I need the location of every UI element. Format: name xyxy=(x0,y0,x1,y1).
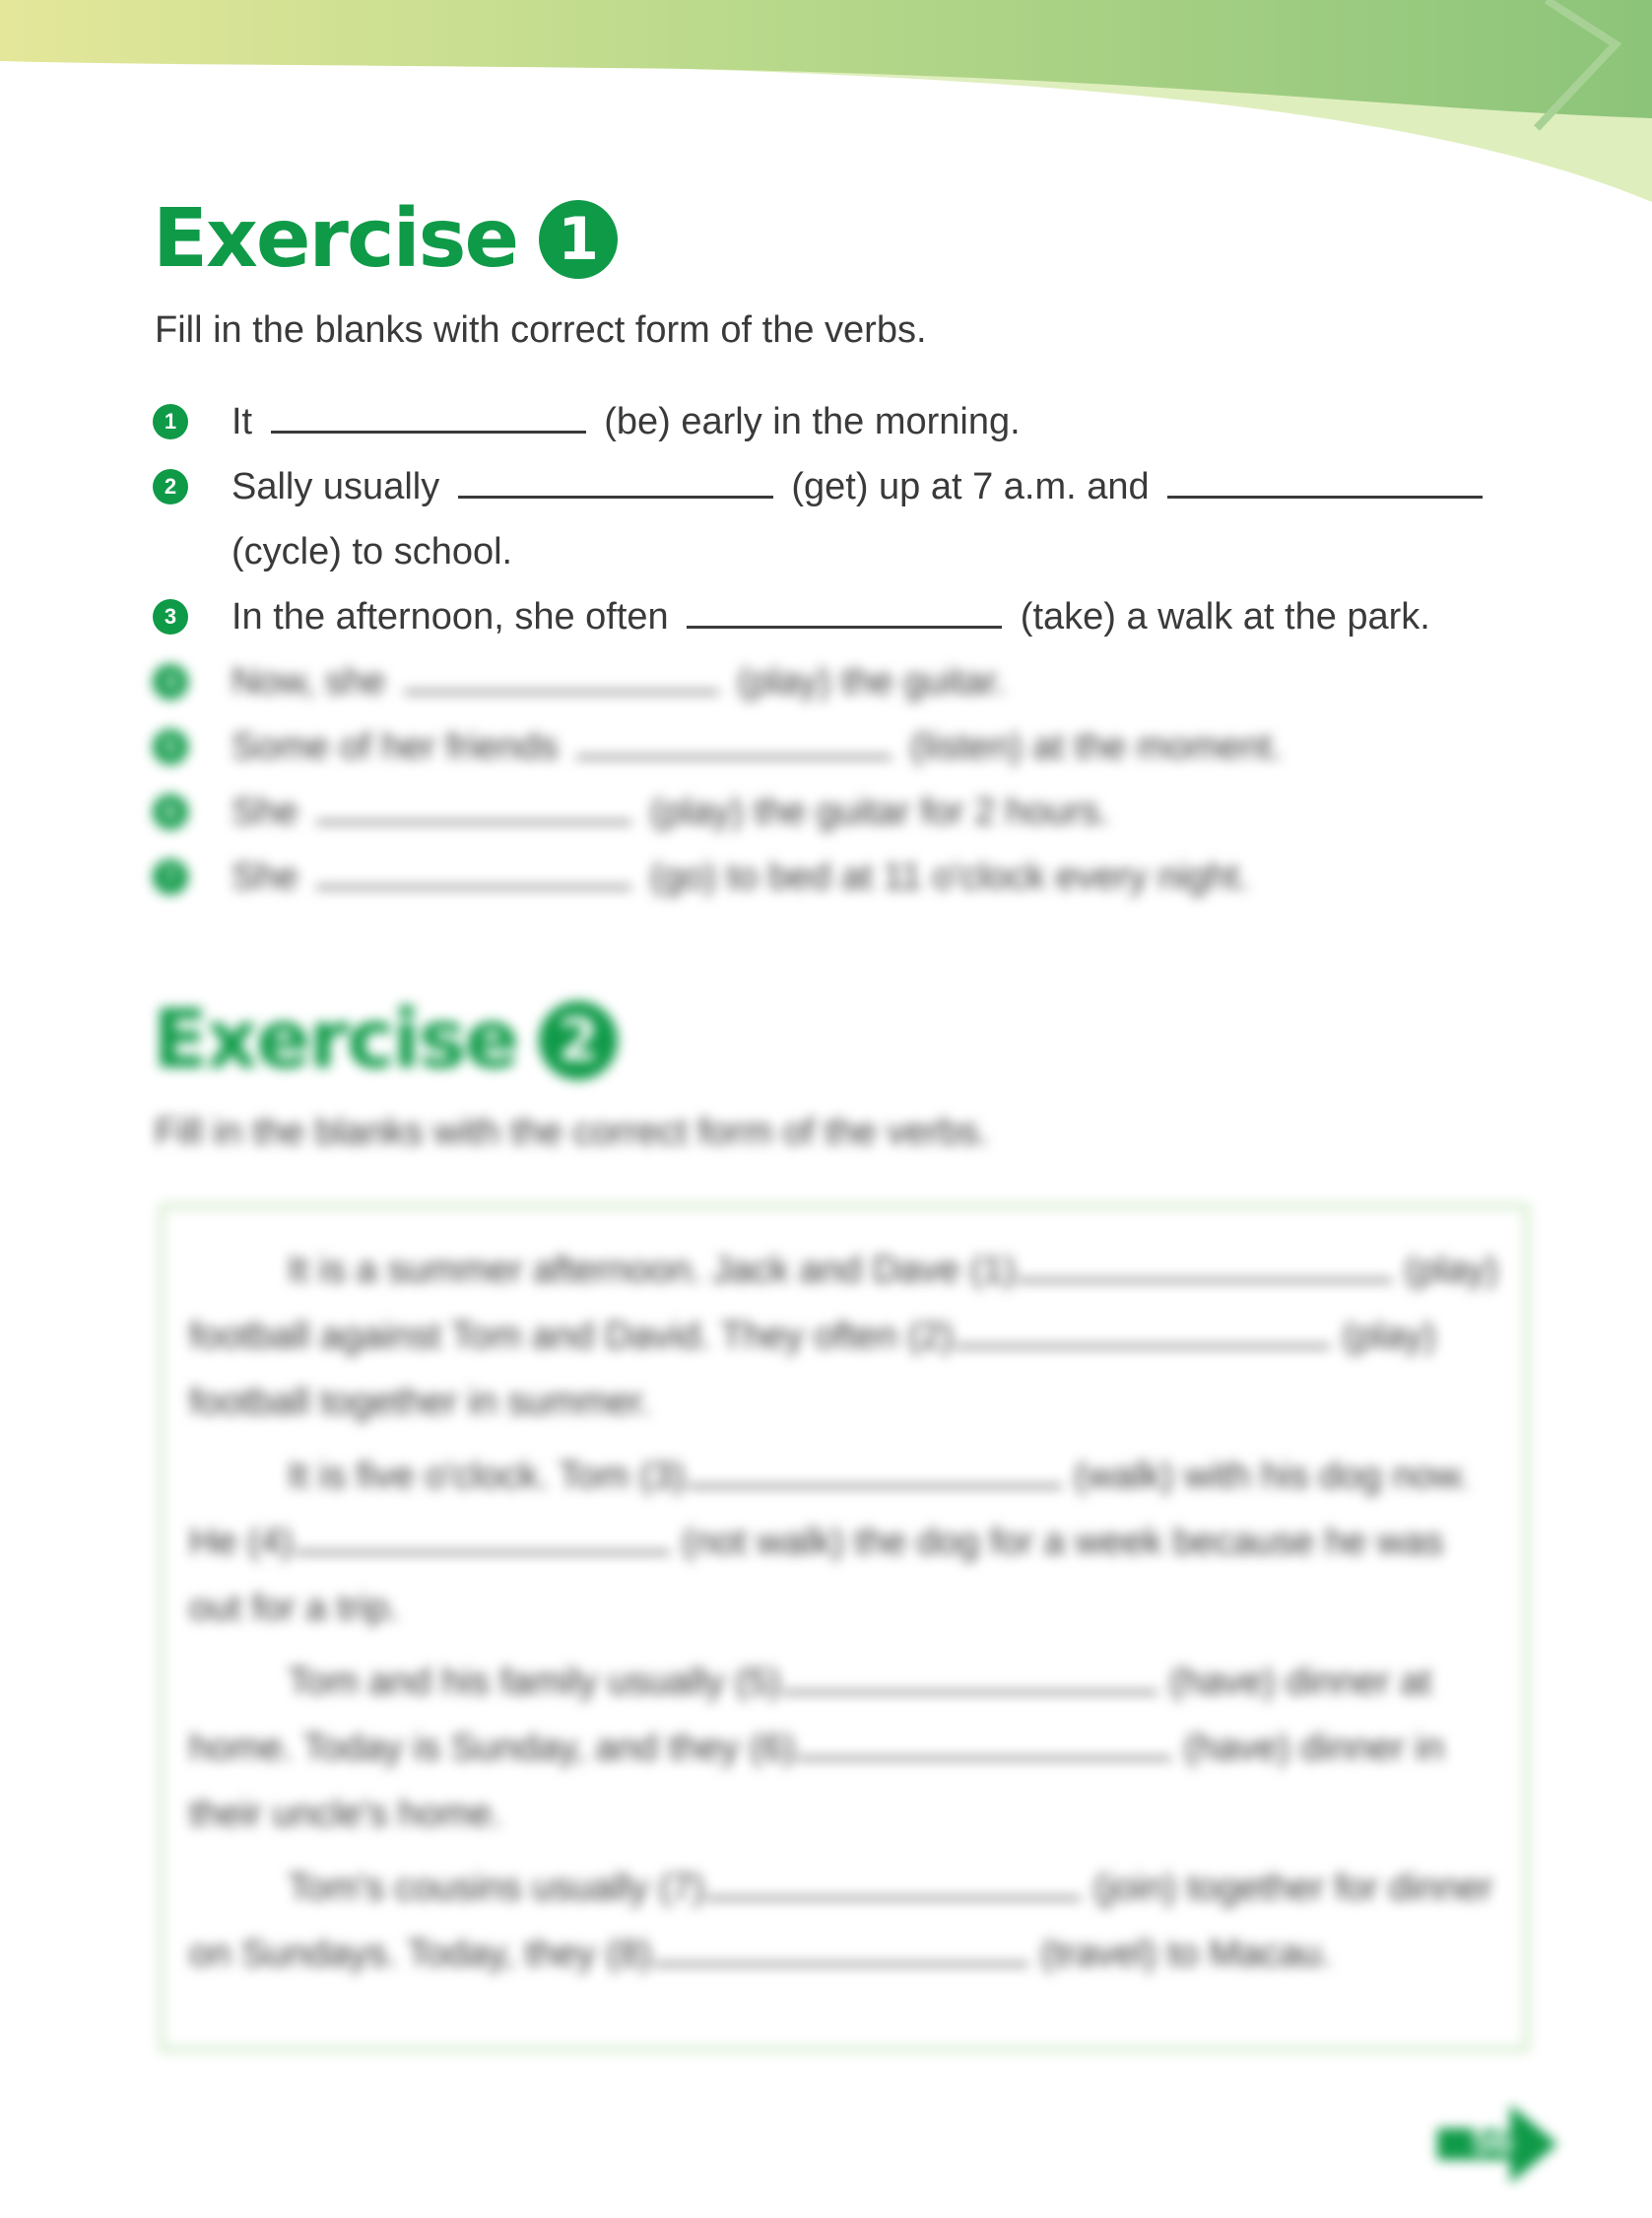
exercise-2-number: 2 xyxy=(539,1001,618,1080)
paragraph-text: Tom and his family usually (5) xyxy=(288,1661,781,1703)
question-part: It xyxy=(231,401,253,442)
question-number: 2 xyxy=(153,469,188,504)
page-number: 56 xyxy=(1471,2120,1514,2162)
answer-blank[interactable] xyxy=(296,1513,670,1554)
exercise-1-questions xyxy=(153,389,1571,909)
question-part: (play) the guitar. xyxy=(737,661,1006,703)
question-number: 4 xyxy=(153,664,188,700)
question-item xyxy=(153,584,1571,649)
exercise-1-heading xyxy=(153,192,618,286)
question-text xyxy=(231,714,1571,779)
question-part: (listen) at the moment. xyxy=(909,726,1283,768)
answer-blank[interactable] xyxy=(458,458,773,499)
passage-paragraph xyxy=(189,1855,1501,1987)
question-part: Now, she xyxy=(231,661,386,703)
paragraph-text: (travel) to Macau. xyxy=(1040,1933,1332,1975)
paragraph-text: It is five o'clock. Tom (3) xyxy=(288,1455,686,1497)
answer-blank[interactable] xyxy=(1167,458,1483,499)
passage-paragraph xyxy=(189,1238,1501,1436)
answer-blank[interactable] xyxy=(404,653,719,694)
question-number: 5 xyxy=(153,729,188,765)
paragraph-text: (have) dinner in their uncle's home. xyxy=(189,1727,1445,1835)
exercise-1-instruction: Fill in the blanks with correct form of the verbs. xyxy=(155,309,927,351)
question-number: 3 xyxy=(153,599,188,635)
question-text xyxy=(231,584,1571,649)
answer-blank[interactable] xyxy=(1018,1242,1392,1282)
question-part: Some of her friends xyxy=(231,726,559,768)
answer-blank[interactable] xyxy=(706,1859,1081,1900)
answer-blank[interactable] xyxy=(688,1447,1062,1488)
passage-paragraph xyxy=(189,1444,1501,1642)
answer-blank[interactable] xyxy=(654,1925,1028,1966)
answer-blank[interactable] xyxy=(316,848,631,889)
question-part: (get) up at 7 a.m. and xyxy=(791,466,1150,507)
question-part: In the afternoon, she often xyxy=(231,596,669,638)
question-text xyxy=(231,454,1571,584)
passage-paragraph xyxy=(189,1649,1501,1848)
question-part: She xyxy=(231,856,298,898)
question-item xyxy=(153,779,1571,844)
question-number: 7 xyxy=(153,859,188,895)
next-page-button[interactable] xyxy=(1433,2099,1561,2189)
paragraph-text: Tom's cousins usually (7) xyxy=(288,1867,705,1909)
question-part: (play) the guitar for 2 hours. xyxy=(649,791,1110,833)
question-part: (cycle) to school. xyxy=(231,531,513,572)
question-text xyxy=(231,779,1571,844)
question-item xyxy=(153,714,1571,779)
blurred-questions xyxy=(153,649,1571,909)
answer-blank[interactable] xyxy=(576,718,892,759)
paragraph-text: (walk) with his dog now. He (4) xyxy=(189,1455,1470,1563)
answer-blank[interactable] xyxy=(956,1308,1330,1348)
paragraph-text: (play) football together in summer. xyxy=(189,1315,1436,1423)
exercise-2-heading xyxy=(153,993,618,1087)
answer-blank[interactable] xyxy=(783,1653,1157,1694)
question-part: (take) a walk at the park. xyxy=(1020,596,1430,638)
passage-box xyxy=(160,1204,1529,2051)
question-text xyxy=(231,844,1571,909)
paragraph-text: (join) together for dinner on Sundays. Today, they (8) xyxy=(189,1867,1493,1975)
answer-blank[interactable] xyxy=(316,783,631,824)
exercise-1-number: 1 xyxy=(539,200,618,279)
answer-blank[interactable] xyxy=(687,588,1002,629)
paragraph-text: (have) dinner at home. Today is Sunday, and they (6) xyxy=(189,1661,1432,1769)
exercise-1-title: Exercise xyxy=(153,192,518,286)
question-number: 6 xyxy=(153,794,188,830)
question-part: (be) early in the morning. xyxy=(604,401,1021,442)
exercise-2-title: Exercise xyxy=(153,993,518,1087)
paragraph-text: (play) football against Tom and David. They often (2) xyxy=(189,1249,1498,1357)
question-number: 1 xyxy=(153,404,188,439)
question-text xyxy=(231,389,1571,454)
question-part: Sally usually xyxy=(231,466,440,507)
paragraph-text: (not walk) the dog for a week because he was out for a trip. xyxy=(189,1521,1444,1629)
question-part: She xyxy=(231,791,298,833)
question-item xyxy=(153,454,1571,584)
question-part: (go) to bed at 11 o'clock every night. xyxy=(649,856,1250,898)
question-text xyxy=(231,649,1571,714)
question-item xyxy=(153,844,1571,909)
exercise-2-instruction: Fill in the blanks with the correct form of the verbs. xyxy=(155,1111,989,1153)
paragraph-text: It is a summer afternoon. Jack and Dave (1) xyxy=(288,1249,1017,1291)
question-item xyxy=(153,649,1571,714)
answer-blank[interactable] xyxy=(271,393,586,434)
answer-blank[interactable] xyxy=(797,1719,1171,1760)
question-item xyxy=(153,389,1571,454)
